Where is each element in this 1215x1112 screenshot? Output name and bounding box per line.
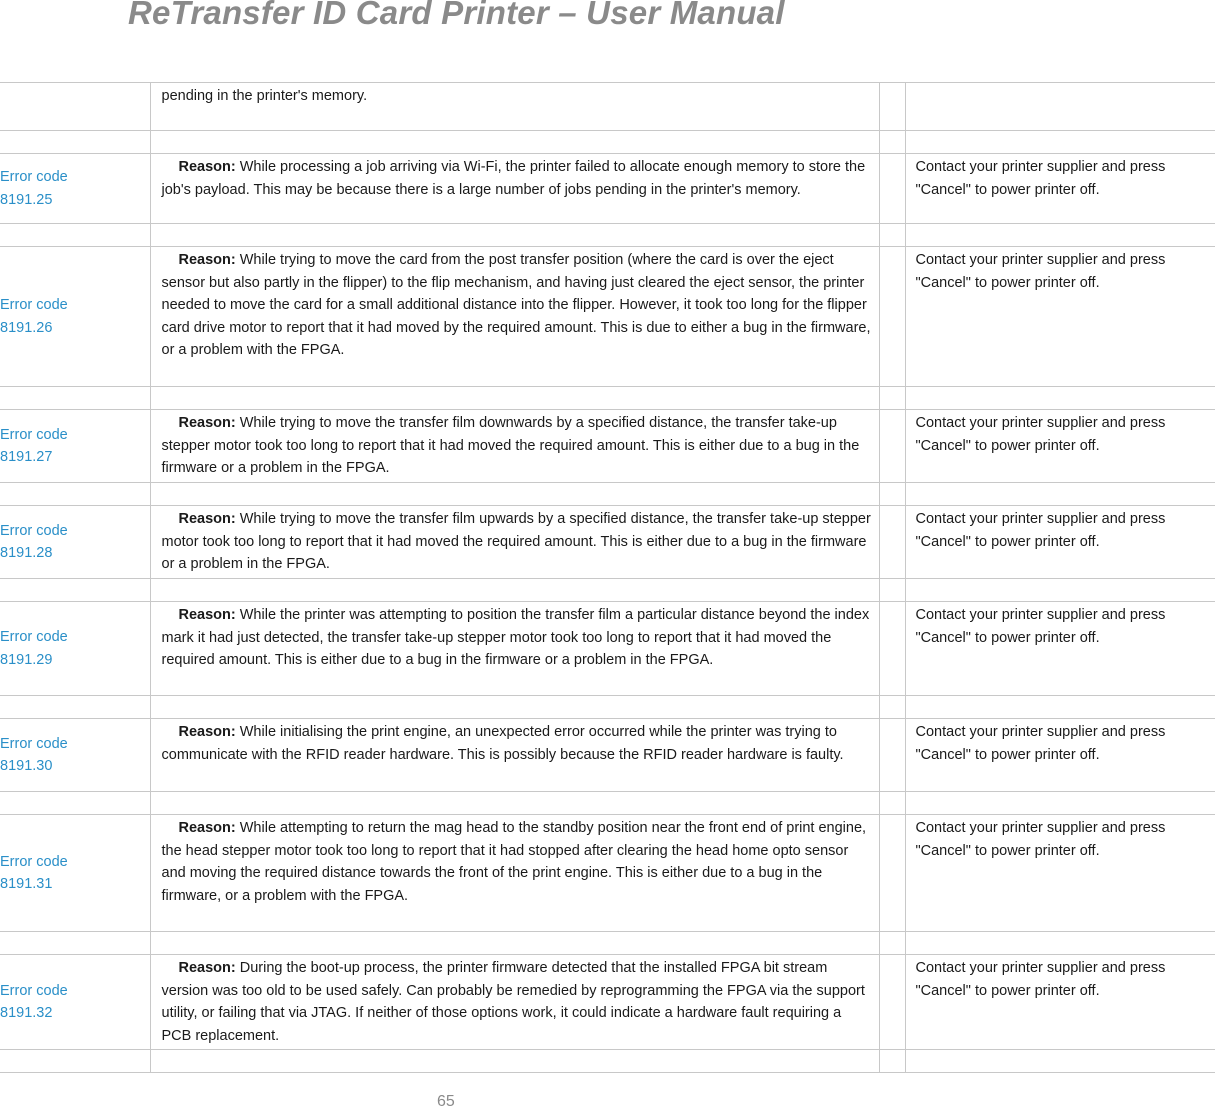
error-entry-row <box>0 955 1215 1050</box>
error-entry-row <box>0 410 1215 483</box>
error-action-cell: Contact your printer supplier and press "Cancel" to power printer off. <box>905 154 1215 224</box>
error-code-cell <box>0 247 150 387</box>
spacer-row <box>0 792 1215 815</box>
empty-cell <box>879 815 905 932</box>
error-code-label: Error code <box>0 522 68 539</box>
error-action-cell: Contact your printer supplier and press "Cancel" to power printer off. <box>905 410 1215 483</box>
empty-cell <box>879 410 905 483</box>
error-reason-cell <box>150 247 879 387</box>
continuation-text: pending in the printer's memory. <box>150 83 879 131</box>
error-action-cell: Contact your printer supplier and press "Cancel" to power printer off. <box>905 955 1215 1050</box>
reason-text: During the boot-up process, the printer firmware detected that the installed FPGA bit stream version was too old to be used safely. Can probably be remedied by reprogramming the FPGA via the support utility, or failing that via JTAG. If neither of those options work, it could indicate a hardware fault requiring a PCB replacement. <box>161 960 865 1044</box>
spacer-row <box>0 696 1215 719</box>
continuation-row <box>0 83 1215 131</box>
error-code-number: 8191.31 <box>0 876 53 892</box>
error-code-number: 8191.30 <box>0 758 53 774</box>
error-code-cell <box>0 602 150 696</box>
error-code-label: Error code <box>0 169 68 185</box>
empty-cell <box>879 506 905 579</box>
document-header-title: ReTransfer ID Card Printer – User Manual <box>128 0 785 31</box>
error-reason-cell <box>150 955 879 1050</box>
spacer-row <box>0 387 1215 410</box>
reason-label: Reason: <box>178 820 236 836</box>
error-code-label: Error code <box>0 853 68 870</box>
spacer-row <box>0 131 1215 154</box>
reason-label: Reason: <box>178 511 236 527</box>
empty-cell <box>879 719 905 792</box>
reason-label: Reason: <box>178 159 236 175</box>
error-code-label: Error code <box>0 735 68 752</box>
empty-cell <box>879 154 905 224</box>
error-entry-row <box>0 602 1215 696</box>
error-reason-cell <box>150 602 879 696</box>
reason-label: Reason: <box>178 724 236 740</box>
reason-label: Reason: <box>178 960 236 976</box>
error-action-cell: Contact your printer supplier and press "Cancel" to power printer off. <box>905 815 1215 932</box>
error-code-label: Error code <box>0 982 68 999</box>
error-code-number: 8191.32 <box>0 1005 53 1021</box>
error-code-label: Error code <box>0 297 68 313</box>
error-entry-row <box>0 247 1215 387</box>
error-action-cell: Contact your printer supplier and press "Cancel" to power printer off. <box>905 602 1215 696</box>
error-code-table <box>0 82 1215 1073</box>
error-code-cell <box>0 719 150 792</box>
error-code-cell <box>0 410 150 483</box>
empty-cell <box>879 955 905 1050</box>
reason-text: While attempting to return the mag head to the standby position near the front end of print engine, the head stepper motor took too long to report that it had stopped after clearing the head home opto sensor and moving the required distance towards the front of the print engine. This is either due to a bug in the firmware, or a problem with the FPGA. <box>161 820 867 904</box>
error-code-number: 8191.29 <box>0 651 53 668</box>
error-action-cell: Contact your printer supplier and press "Cancel" to power printer off. <box>905 506 1215 579</box>
error-code-label: Error code <box>0 629 68 645</box>
reason-text: While trying to move the transfer film upwards by a specified distance, the transfer take-up stepper motor took too long to report that it had moved the required amount. This is either due to a bug in the firmware or a problem in the FPGA. <box>161 511 871 572</box>
error-reason-cell <box>150 410 879 483</box>
error-code-number: 8191.28 <box>0 545 53 561</box>
spacer-row <box>0 932 1215 955</box>
error-code-cell <box>0 154 150 224</box>
reason-text: While initialising the print engine, an unexpected error occurred while the printer was trying to communicate with the RFID reader hardware. This is possibly because the RFID reader hardware is faulty. <box>161 724 844 763</box>
reason-label: Reason: <box>178 415 236 431</box>
error-entry-row <box>0 154 1215 224</box>
error-entry-row <box>0 815 1215 932</box>
error-code-label: Error code <box>0 426 68 443</box>
error-reason-cell <box>150 154 879 224</box>
error-code-cell <box>0 506 150 579</box>
error-reason-cell <box>150 719 879 792</box>
error-action-cell: Contact your printer supplier and press "Cancel" to power printer off. <box>905 247 1215 387</box>
error-code-number: 8191.27 <box>0 449 53 465</box>
error-reason-cell <box>150 506 879 579</box>
error-code-cell <box>0 815 150 932</box>
reason-text: While trying to move the card from the post transfer position (where the card is over the eject sensor but also partly in the flipper) to the flip mechanism, and having just cleared the eject sensor, the printer needed to move the card for a small additional distance into the flipper. However, it took too long for the flipper card drive motor to report that it had moved by the required amount. This is due to either a bug in the firmware, or a problem with the FPGA. <box>161 252 871 358</box>
error-reason-cell <box>150 815 879 932</box>
error-code-cell <box>0 955 150 1050</box>
empty-cell <box>879 247 905 387</box>
spacer-row <box>0 224 1215 247</box>
spacer-row <box>0 579 1215 602</box>
error-action-cell: Contact your printer supplier and press "Cancel" to power printer off. <box>905 719 1215 792</box>
reason-text: While the printer was attempting to position the transfer film a particular distance beyond the index mark it had just detected, the transfer take-up stepper motor took too long to report that it had moved the required amount. This is either due to a bug in the firmware or a problem in the FPGA. <box>161 607 870 668</box>
reason-text: While trying to move the transfer film downwards by a specified distance, the transfer take-up stepper motor took too long to report that it had moved the required amount. This is either due to a bug in the firmware or a problem in the FPGA. <box>161 415 860 476</box>
error-code-number: 8191.26 <box>0 319 53 336</box>
reason-label: Reason: <box>178 252 236 268</box>
error-code-number: 8191.25 <box>0 191 53 208</box>
error-entry-row <box>0 719 1215 792</box>
empty-cell <box>879 602 905 696</box>
error-entry-row <box>0 506 1215 579</box>
reason-label: Reason: <box>178 607 236 623</box>
page-number: 65 <box>437 1093 455 1110</box>
spacer-row <box>0 1050 1215 1073</box>
spacer-row <box>0 483 1215 506</box>
reason-text: While processing a job arriving via Wi-Fi, the printer failed to allocate enough memory to store the job's payload. This may be because there is a large number of jobs pending in the printer's memory. <box>161 159 866 198</box>
